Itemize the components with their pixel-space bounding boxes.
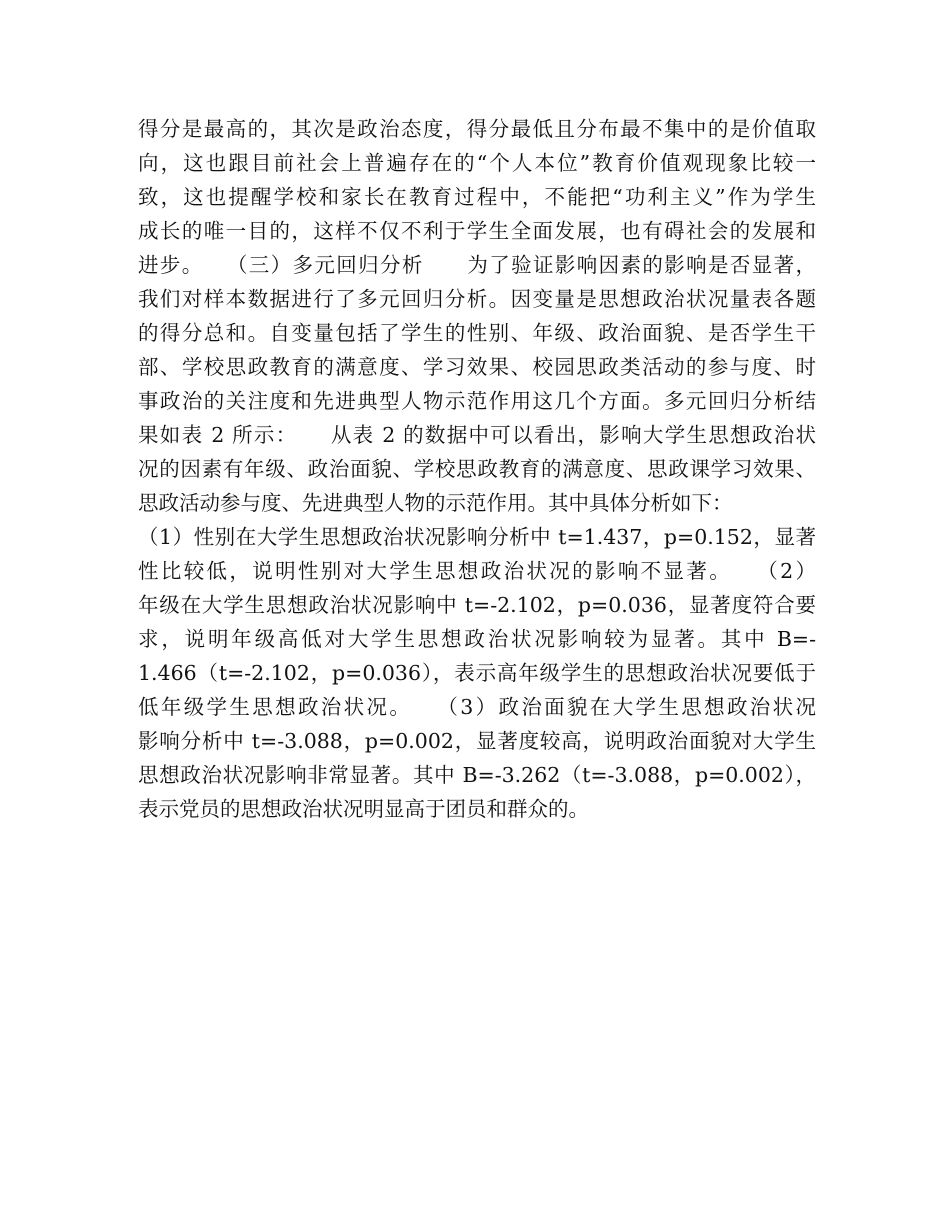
text-line: 1.466（t=-2.102，p=0.036），表示高年级学生的思想政治状况要低于 — [138, 661, 816, 685]
text-line: 年级在大学生思想政治状况影响中 t=-2.102，p=0.036，显著度符合要 — [138, 593, 816, 617]
text-line: 进步。 （三）多元回归分析 为了验证影响因素的影响是否显著， — [138, 253, 816, 277]
text-line: 低年级学生思想政治状况。 （3）政治面貌在大学生思想政治状况 — [138, 695, 816, 719]
text-line: 思政活动参与度、先进典型人物的示范作用。其中具体分析如下： — [138, 491, 733, 515]
body-paragraph — [138, 112, 816, 826]
text-line: 向，这也跟目前社会上普遍存在的“个人本位”教育价值观现象比较一 — [138, 151, 816, 175]
text-line: 致，这也提醒学校和家长在教育过程中，不能把“功利主义”作为学生 — [138, 185, 816, 209]
text-line: 成长的唯一目的，这样不仅不利于学生全面发展，也有碍社会的发展和 — [138, 219, 816, 243]
text-line: 影响分析中 t=-3.088，p=0.002，显著度较高，说明政治面貌对大学生 — [138, 729, 816, 753]
text-line: 得分是最高的，其次是政治态度，得分最低且分布最不集中的是价值取 — [138, 117, 816, 141]
text-line: 求，说明年级高低对大学生思想政治状况影响较为显著。其中 B=- — [138, 627, 816, 651]
text-line: 事政治的关注度和先进典型人物示范作用这几个方面。多元回归分析结 — [138, 389, 816, 413]
text-line: 表示党员的思想政治状况明显高于团员和群众的。 — [138, 797, 589, 821]
text-line: （1）性别在大学生思想政治状况影响分析中 t=1.437，p=0.152，显著 — [138, 525, 816, 549]
text-line: 我们对样本数据进行了多元回归分析。因变量是思想政治状况量表各题 — [138, 287, 816, 311]
text-line: 的得分总和。自变量包括了学生的性别、年级、政治面貌、是否学生干 — [138, 321, 816, 345]
text-line: 性比较低，说明性别对大学生思想政治状况的影响不显著。 （2） — [138, 559, 816, 583]
text-line: 果如表 2 所示： 从表 2 的数据中可以看出，影响大学生思想政治状 — [138, 423, 816, 447]
text-line: 思想政治状况影响非常显著。其中 B=-3.262（t=-3.088，p=0.002）， — [138, 763, 816, 787]
text-line: 部、学校思政教育的满意度、学习效果、校园思政类活动的参与度、时 — [138, 355, 816, 379]
text-line: 况的因素有年级、政治面貌、学校思政教育的满意度、思政课学习效果、 — [138, 457, 816, 481]
